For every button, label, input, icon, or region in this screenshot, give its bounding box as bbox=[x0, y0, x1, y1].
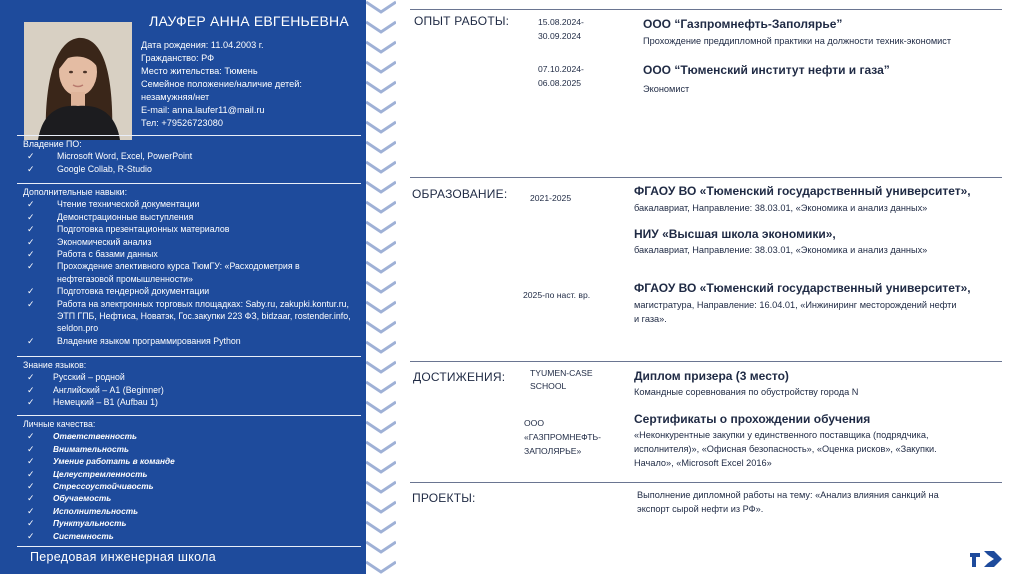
check-icon: ✓ bbox=[27, 456, 35, 467]
quality-item: ✓ Системность bbox=[27, 530, 114, 541]
education-date-1: 2021-2025 bbox=[530, 193, 572, 203]
software-section bbox=[17, 135, 361, 175]
institution-logo-icon bbox=[968, 547, 1004, 569]
left-panel bbox=[0, 0, 366, 574]
experience-org-2: ООО “Тюменский институт нефти и газа” bbox=[643, 63, 890, 77]
check-icon: ✓ bbox=[27, 199, 35, 210]
education-desc-2: бакалавриат, Направление: 38.03.01, «Экономика и анализ данных» bbox=[634, 245, 928, 255]
check-icon: ✓ bbox=[27, 261, 35, 272]
software-item: ✓ Microsoft Word, Excel, PowerPoint bbox=[27, 151, 193, 162]
achievements-label: ДОСТИЖЕНИЯ: bbox=[413, 370, 506, 384]
education-label: ОБРАЗОВАНИЕ: bbox=[412, 187, 508, 201]
skill-item: ✓ Чтение технической документации bbox=[27, 199, 200, 210]
projects-label: ПРОЕКТЫ: bbox=[412, 491, 476, 505]
education-desc-1: бакалавриат, Направление: 38.03.01, «Экономика и анализ данных» bbox=[634, 203, 928, 213]
check-icon: ✓ bbox=[27, 151, 35, 162]
software-item: ✓ Google Collab, R-Studio bbox=[27, 163, 152, 174]
education-org-2: НИУ «Высшая школа экономики», bbox=[634, 227, 836, 241]
email: E-mail: anna.laufer11@mail.ru bbox=[141, 105, 265, 115]
check-icon: ✓ bbox=[27, 493, 35, 504]
decorative-stripe bbox=[366, 0, 396, 574]
experience-desc-2: Экономист bbox=[643, 84, 690, 94]
achievement-issuer-2: ООО «ГАЗПРОМНЕФТЬ- ЗАПОЛЯРЬЕ» bbox=[524, 418, 601, 456]
education-org-3: ФГАОУ ВО «Тюменский государственный университет», bbox=[634, 281, 971, 295]
language-item: ✓ Немецкий – В1 (Aufbau 1) bbox=[27, 397, 158, 408]
experience-date-1: 15.08.2024- 30.09.2024 bbox=[538, 17, 584, 41]
quality-item: ✓ Стрессоустойчивость bbox=[27, 481, 154, 492]
quality-item: ✓ Умение работать в команде bbox=[27, 456, 175, 467]
quality-item: ✓ Внимательность bbox=[27, 443, 129, 454]
divider bbox=[410, 361, 1002, 362]
check-icon: ✓ bbox=[27, 443, 35, 454]
check-icon: ✓ bbox=[27, 224, 35, 235]
skill-item: ✓ Демонстрационные выступления bbox=[27, 211, 194, 222]
skill-item: ✓ Владение языком программирования Python bbox=[27, 335, 241, 346]
projects-desc: Выполнение дипломной работы на тему: «Анализ влияния санкций на экспорт сырой нефти из РФ». bbox=[637, 490, 939, 514]
quality-item: ✓ Исполнительность bbox=[27, 505, 139, 516]
education-desc-3: магистратура, Направление: 16.04.01, «Инжиниринг месторождений нефти и газа». bbox=[634, 300, 957, 324]
skill-item: ✓ Работа с базами данных bbox=[27, 249, 158, 260]
skill-item: ✓ Работа на электронных торговых площадках: Saby.ru, zakupki.kontur.ru, ЭТП ГПБ, Нефтиса, Новатэк, Гос.закупки 223 ФЗ, bidzaar, rostender.info, seldon.pro bbox=[27, 298, 351, 334]
personal-qualities-section bbox=[17, 415, 361, 542]
quality-item: ✓ Обучаемость bbox=[27, 493, 112, 504]
residence: Место жительства: Тюмень bbox=[141, 66, 258, 76]
personal-title: Личные качества: bbox=[23, 419, 96, 429]
skills-section bbox=[17, 183, 361, 347]
birth-date: Дата рождения: 11.04.2003 г. bbox=[141, 40, 264, 50]
divider bbox=[410, 482, 1002, 483]
achievement-desc-2: «Неконкурентные закупки у единственного поставщика (подрядчика, исполнителя)», «Офисная безопасность», «Оценка рисков», «Закупки. Начало», «Microsoft Excel 2016» bbox=[634, 430, 937, 468]
check-icon: ✓ bbox=[27, 286, 35, 297]
family-status-label: Семейное положение/наличие детей: bbox=[141, 79, 302, 89]
skills-title: Дополнительные навыки: bbox=[23, 187, 128, 197]
experience-org-1: ООО “Газпромнефть-Заполярье” bbox=[643, 17, 843, 31]
check-icon: ✓ bbox=[27, 384, 35, 395]
achievement-desc-1: Командные соревнования по обустройству города N bbox=[634, 387, 859, 397]
languages-section bbox=[17, 356, 361, 409]
skill-item: ✓ Экономический анализ bbox=[27, 236, 152, 247]
check-icon: ✓ bbox=[27, 505, 35, 516]
experience-desc-1: Прохождение преддипломной практики на должности техник-экономист bbox=[643, 36, 952, 46]
personal-info bbox=[141, 39, 363, 130]
check-icon: ✓ bbox=[27, 163, 35, 174]
language-item: ✓ Английский – А1 (Beginner) bbox=[27, 384, 164, 395]
check-icon: ✓ bbox=[27, 530, 35, 541]
language-item: ✓ Русский – родной bbox=[27, 372, 125, 383]
skill-item: ✓ Подготовка презентационных материалов bbox=[27, 224, 230, 235]
check-icon: ✓ bbox=[27, 397, 35, 408]
check-icon: ✓ bbox=[27, 298, 35, 309]
family-status-value: незамужняя/нет bbox=[141, 92, 210, 102]
achievement-title-1: Диплом призера (3 место) bbox=[634, 369, 789, 383]
quality-item: ✓ Целеустремленность bbox=[27, 468, 148, 479]
check-icon: ✓ bbox=[27, 335, 35, 346]
experience-label: ОПЫТ РАБОТЫ: bbox=[414, 14, 510, 28]
check-icon: ✓ bbox=[27, 518, 35, 529]
divider bbox=[410, 9, 1002, 10]
candidate-name: ЛАУФЕР АННА ЕВГЕНЬЕВНА bbox=[149, 13, 349, 29]
quality-item: ✓ Ответственность bbox=[27, 431, 137, 442]
check-icon: ✓ bbox=[27, 236, 35, 247]
check-icon: ✓ bbox=[27, 211, 35, 222]
check-icon: ✓ bbox=[27, 468, 35, 479]
check-icon: ✓ bbox=[27, 372, 35, 383]
education-org-1: ФГАОУ ВО «Тюменский государственный университет», bbox=[634, 184, 971, 198]
check-icon: ✓ bbox=[27, 431, 35, 442]
phone: Тел: +79526723080 bbox=[141, 118, 223, 128]
skill-item: ✓ Подготовка тендерной документации bbox=[27, 286, 210, 297]
profile-photo bbox=[24, 22, 132, 140]
languages-title: Знание языков: bbox=[23, 360, 87, 370]
citizenship: Гражданство: РФ bbox=[141, 53, 215, 63]
quality-item: ✓ Пунктуальность bbox=[27, 518, 127, 529]
divider bbox=[410, 177, 1002, 178]
education-date-3: 2025-по наст. вр. bbox=[523, 290, 591, 300]
school-footer: Передовая инженерная школа bbox=[17, 546, 361, 564]
achievement-issuer-1: TYUMEN-CASE SCHOOL bbox=[530, 368, 593, 391]
software-title: Владение ПО: bbox=[23, 139, 82, 149]
experience-date-2: 07.10.2024- 06.08.2025 bbox=[538, 64, 584, 88]
achievement-title-2: Сертификаты о прохождении обучения bbox=[634, 412, 871, 426]
check-icon: ✓ bbox=[27, 481, 35, 492]
skill-item: ✓ Прохождение элективного курса ТюмГУ: «Расходометрия в нефтегазовой промышленности» bbox=[27, 261, 300, 284]
check-icon: ✓ bbox=[27, 249, 35, 260]
